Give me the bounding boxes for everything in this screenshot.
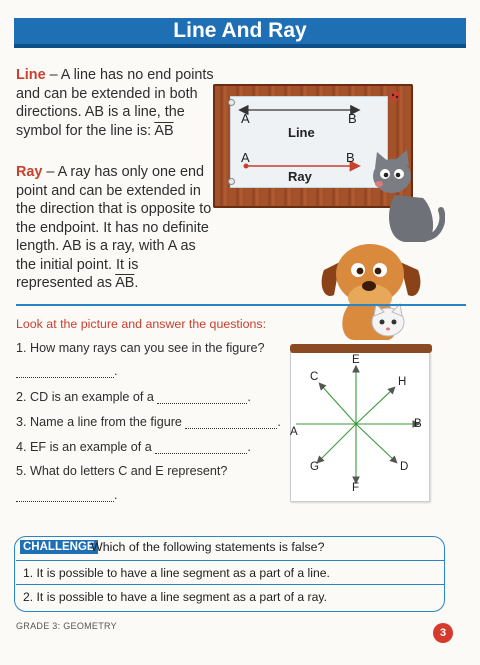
question-2: 2. CD is an example of a . [16, 390, 251, 404]
board-ray-point-b: B [346, 150, 355, 165]
question-3-text: 3. Name a line from the figure [16, 415, 182, 429]
question-2-text: 2. CD is an example of a [16, 390, 154, 404]
line-definition-text: – A line has no end points and can be extended in both directions. AB is a line, the symbol for the line is: [16, 67, 214, 139]
board-line-label: Line [288, 125, 315, 140]
board-ray-label: Ray [288, 169, 312, 184]
figure-label-f: F [352, 482, 360, 494]
ray-symbol: $\overline{AB}$ [115, 275, 135, 291]
board-ray-point-a: A [241, 150, 250, 165]
figure-label-d: D [400, 461, 409, 473]
challenge-statement-2[interactable]: 2. It is possible to have a line segment as a part of a ray. [16, 584, 445, 608]
question-4-text: 4. EF is an example of a [16, 440, 152, 454]
question-4: 4. EF is an example of a . [16, 440, 251, 454]
question-5: 5. What do letters C and E represent? [16, 464, 228, 478]
page-title: Line And Ray [173, 19, 307, 42]
ray-definition-text: – A ray has only one end point and can be extended in the direction that is opposite to the endpoint. It has no definite length. AB is a ray, with A as the initial point. It is represented as [16, 164, 212, 291]
challenge-tag: CHALLENGE [20, 540, 98, 554]
figure-label-c: C [310, 371, 319, 383]
line-symbol: $\overline{AB}$ [154, 122, 174, 139]
answer-1-line[interactable]: . [16, 364, 118, 378]
challenge-statement-1[interactable]: 1. It is possible to have a line segment as a part of a line. [16, 560, 445, 584]
page-number: 3 [433, 623, 453, 643]
board-line-point-b: B [348, 111, 357, 126]
board-line-point-a: A [241, 111, 250, 126]
questions-heading: Look at the picture and answer the questions: [16, 317, 267, 331]
figure-label-g: G [310, 461, 319, 473]
question-1: 1. How many rays can you see in the figure? [16, 341, 265, 355]
figure-label-h: H [398, 376, 407, 388]
ray-term: Ray [16, 164, 43, 180]
figure-label-e: E [352, 354, 360, 366]
answer-5-line[interactable]: . [16, 488, 118, 502]
challenge-question: Which of the following statements is false? [91, 540, 325, 554]
question-3: 3. Name a line from the figure . [16, 415, 281, 429]
line-term: Line [16, 67, 46, 83]
footer-label: GRADE 3: GEOMETRY [16, 621, 117, 631]
figure-label-b: B [414, 418, 422, 430]
figure-label-a: A [290, 426, 298, 438]
ray-definition: Ray – A ray has only one end point and can be extended in the direction that is opposite to the endpoint. It has no definite length. AB is a ray, with A as the initial point. It is represented as $\overline{AB}$. [16, 164, 212, 291]
